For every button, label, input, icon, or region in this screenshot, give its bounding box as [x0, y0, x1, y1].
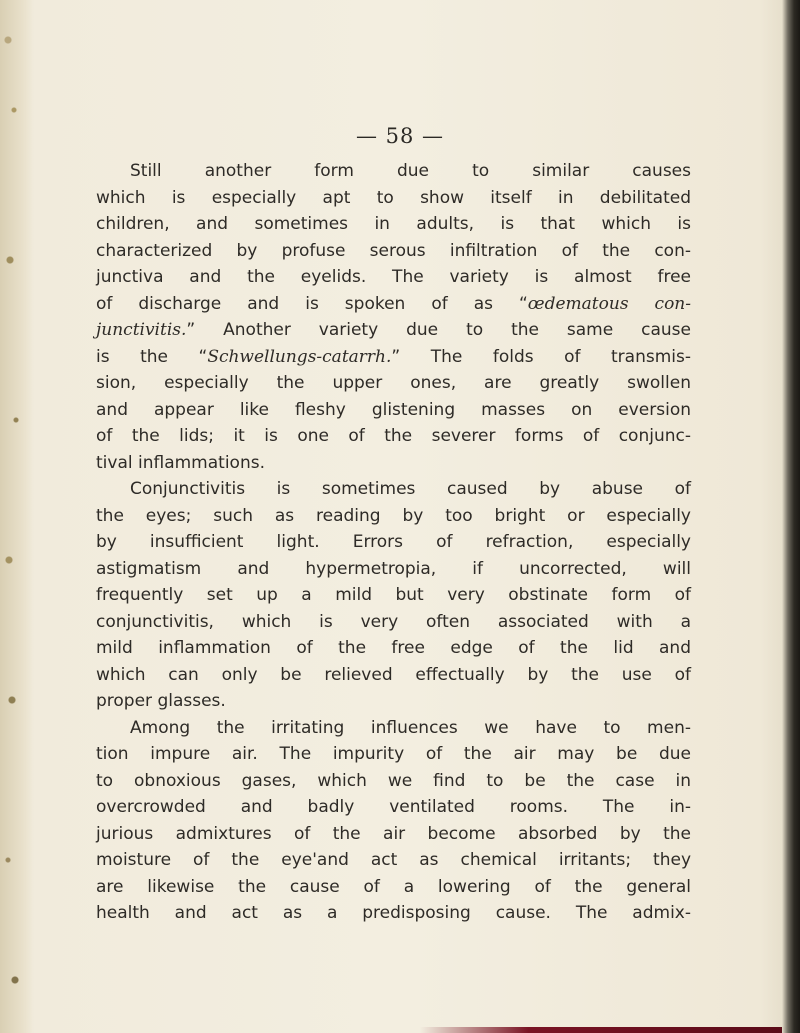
- text-line: [96, 768, 691, 795]
- text-run: sion, especially the upper ones, are greatly swollen: [96, 373, 691, 393]
- text-line: [96, 317, 691, 344]
- paragraph: [96, 158, 691, 476]
- text-run: and appear like fleshy glistening masses on eversion: [96, 399, 691, 420]
- page-bottom-edge: [420, 1027, 782, 1033]
- text-line: [96, 158, 691, 185]
- paragraph: [96, 476, 691, 715]
- text-run: of discharge and is spoken of as “: [96, 293, 528, 314]
- page-number: — 58 —: [355, 124, 445, 148]
- text-run: proper glasses.: [96, 691, 226, 711]
- italic-text: junctivitis.: [96, 320, 187, 340]
- text-run: to obnoxious gases, which we find to be the case in: [96, 770, 691, 791]
- text-line: [96, 900, 691, 927]
- text-run: which can only be relieved effectually by the use of: [96, 664, 691, 685]
- text-line: [96, 291, 691, 318]
- page-left-edge-stain: [0, 0, 34, 1033]
- text-line: [96, 688, 691, 715]
- text-line: [96, 609, 691, 636]
- text-line: [96, 529, 691, 556]
- text-run: frequently set up a mild but very obstinate form of: [96, 585, 691, 605]
- text-run: junctiva and the eyelids. The variety is almost free: [96, 267, 691, 287]
- text-line: [96, 741, 691, 768]
- text-line: [96, 635, 691, 662]
- text-line: [96, 847, 691, 874]
- text-run: children, and sometimes in adults, is that which is: [96, 214, 691, 234]
- text-line: [96, 582, 691, 609]
- text-run: ” Another variety due to the same cause: [186, 320, 691, 340]
- text-run: by insufficient light. Errors of refraction, especially: [96, 532, 691, 552]
- text-run: astigmatism and hypermetropia, if uncorrected, will: [96, 558, 691, 579]
- text-run: are likewise the cause of a lowering of the general: [96, 876, 691, 897]
- text-line: [96, 344, 691, 371]
- text-run: of the lids; it is one of the severer forms of conjunc-: [96, 426, 691, 446]
- text-line: [96, 821, 691, 848]
- text-line: [96, 503, 691, 530]
- text-run: which is especially apt to show itself in debilitated: [96, 187, 691, 208]
- text-run: ” The folds of transmis-: [391, 346, 691, 367]
- text-line: [96, 794, 691, 821]
- page-binding-shadow: [782, 0, 800, 1033]
- text-run: Among the irritating influences we have to men-: [130, 717, 691, 738]
- text-run: mild inflammation of the free edge of the lid and: [96, 638, 691, 658]
- text-line: [96, 662, 691, 689]
- text-run: tival inflammations.: [96, 452, 265, 473]
- text-run: Still another form due to similar causes: [130, 161, 691, 181]
- text-line: [96, 185, 691, 212]
- paragraph: [96, 715, 691, 927]
- text-line: [96, 238, 691, 265]
- text-run: overcrowded and badly ventilated rooms. The in-: [96, 797, 691, 817]
- text-run: conjunctivitis, which is very often associated with a: [96, 611, 691, 632]
- body-text: [96, 158, 691, 927]
- text-run: tion impure air. The impurity of the air may be due: [96, 744, 691, 764]
- text-line: [96, 397, 691, 424]
- text-run: moisture of the eye'and act as chemical irritants; they: [96, 850, 691, 870]
- text-line: [96, 423, 691, 450]
- text-line: [96, 476, 691, 503]
- text-run: is the “: [96, 346, 208, 367]
- italic-text: œdematous con-: [527, 293, 691, 314]
- text-run: health and act as a predisposing cause. The admix-: [96, 903, 691, 923]
- text-run: jurious admixtures of the air become absorbed by the: [96, 823, 691, 844]
- text-run: the eyes; such as reading by too bright or especially: [96, 505, 691, 526]
- text-line: [96, 450, 691, 477]
- text-line: [96, 874, 691, 901]
- text-line: [96, 211, 691, 238]
- italic-text: Schwellungs-catarrh.: [207, 346, 392, 367]
- text-line: [96, 370, 691, 397]
- text-run: Conjunctivitis is sometimes caused by abuse of: [130, 479, 691, 499]
- text-run: characterized by profuse serous infiltration of the con-: [96, 240, 691, 261]
- text-line: [96, 264, 691, 291]
- text-line: [96, 556, 691, 583]
- text-line: [96, 715, 691, 742]
